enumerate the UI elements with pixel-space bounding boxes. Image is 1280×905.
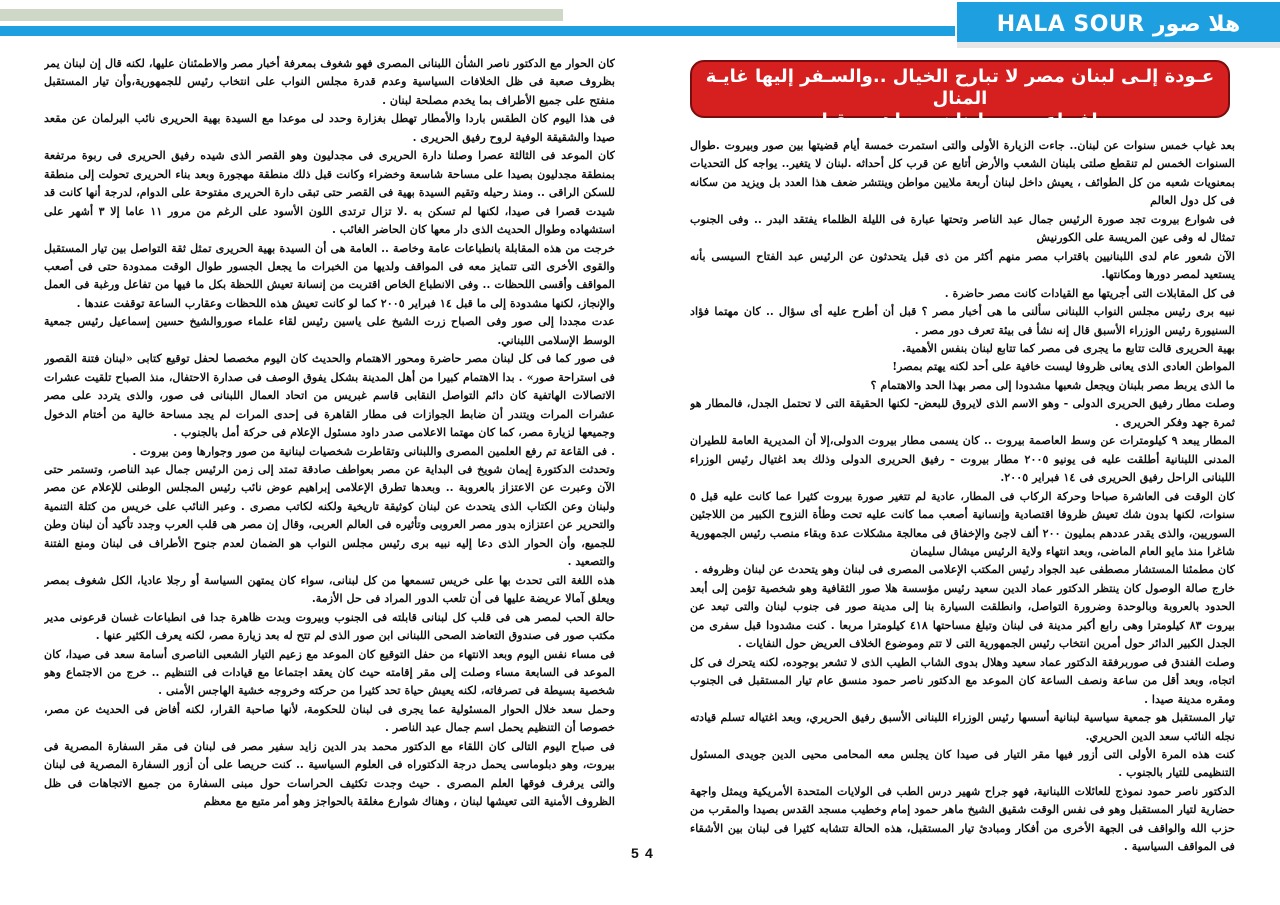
masthead-underline: [957, 42, 1280, 48]
paragraph: فى مساء نفس اليوم وبعد الانتهاء من حفل التوقيع كان الموعد مع زعيم التيار الشعبى الناصرى أسامة سعد فى صيدا، كان الموعد فى السابعة مساء وصلت إلى مقر إقامته حيث كان يعقد اجتماعا مع قيادات فى التنظيم .. خرج من الاجتماع وهو شخصية بسيطة فى تصرفاته، لكنه يعيش حياة تحد كثيرا من حركته وخروجه خشية الهاجس الأمنى .: [44, 646, 615, 698]
article-headline-box: [690, 60, 1230, 131]
paragraph: كان الموعد فى الثالثة عصرا وصلنا دارة الحريرى فى مجدليون وهو القصر الذى شيده رفيق الحريرى فى ربوة مرتفعة بمنطقة مجدليون بصيدا على مساحة شاسعة وخضراء وكانت قبل ذلك منطقة مهجورة وبعد بناء الحريرى تحولت إلى منطقة للسكن الراقى .. ومنذ رحيله وتقيم السيدة بهية فى القصر حتى تبقى دارة الحريرى مفتوحة على الدوام، لدرجة أنها كانت قد شيدت قصرا فى صيدا، لكنها لم تسكن به .لا تزال ترتدى اللون الأسود على الرغم من مرور ١١ عاما إلا ٣ أشهر على استشهاده وطوال الحديث الذى دار معها كان الحاضر الغائب .: [44, 148, 615, 237]
article-column-right: [690, 136, 1235, 881]
paragraph: تيار المستقبل هو جمعية سياسية لبنانية أسسها رئيس الوزراء اللبنانى الأسبق رفيق الحريري، وبعد اغتياله تسلم قيادته نجله النائب سعد الدين الحريري.: [690, 710, 1235, 743]
paragraph: ما الذى يربط مصر بلبنان ويجعل شعبها مشدودا إلى مصر بهذا الحد والاهتمام ؟: [870, 377, 1235, 392]
paragraph: كنت هذه المرة الأولى التى أزور فيها مقر التيار فى صيدا كان يجلس معه المحامى محيى الدين جويدى المسئول التنظيمى للتيار بالجنوب .: [690, 746, 1235, 780]
top-decorative-bar-green: [0, 9, 563, 21]
paragraph: وصلت مطار رفيق الحريرى الدولى - وهو الاسم الذى لايروق للبعض- لكنها الحقيقة التى لا تحتمل الجدل، فالمطار هو ثمرة جهد وفكر الحريرى .: [690, 396, 1235, 429]
paragraph: كان الوقت فى العاشرة صباحا وحركة الركاب فى المطار، عادية لم تتغير صورة بيروت كثيرا عما كانت عليه قبل ٥ سنوات، لكنها بدون شك تعيش ظروفا اقتصادية وإنسانية أصعب مما كانت عليه تحت وطأة النزوح الكبير من اللاجئين السوريين، والذى يقدر عددهم بمليون ٢٠٠ ألف لاجئ والإخفاق فى معالجة مشكلات عدة وبقاء منصب رئيس الجمهورية شاغرا منذ مايو العام الماضى، وبعد انتهاء ولاية الرئيس ميشال سليمان: [690, 488, 1235, 558]
top-decorative-bar-blue: [0, 26, 955, 36]
paragraph: خرجت من هذه المقابلة بانطباعات عامة وخاصة .. العامة هى أن السيدة بهية الحريرى تمثل ثقة التواصل بين تيار المستقبل والقوى الأخرى التى تتمايز معه فى المواقف ولديها من الخبرات ما يجعل الجسور طوال الوقت ممدودة حتى فى أصعب المواقف وأقسى اللحظات .. وفى الانطباع الخاص اقتربت من إنسانة تعيش اللحظة بكل ما فيها من تفاعل ورغبة فى العمل والإنجاز، لكنها مشدودة إلى ما قبل ١٤ فبراير ٢٠٠٥ كما لو كانت تعيش هذه اللحظات وعقارب الساعة توقفت عندها .: [44, 240, 615, 310]
paragraph: المواطن العادى الذى يعانى ظروفا ليست خافية على أحد لكنه يهتم بمصر!: [892, 359, 1235, 374]
paragraph: المطار يبعد ٩ كيلومترات عن وسط العاصمة بيروت .. كان يسمى مطار بيروت الدولى،إلا أن المديرية العامة للطيران المدنى اللبنانية أطلقت عليه فى يونيو ٢٠٠٥ مطار بيروت - رفيق الحريرى الدولى وذلك بعد اغتيال رئيس الوزراء اللبنانى الراحل رفيق الحريرى فى ١٤ فبراير ٢٠٠٥.: [690, 433, 1235, 485]
paragraph: وصلت الفندق فى صوربرفقة الدكتور عماد سعيد وهلال بدوى الشاب الطيب الذى لا تشعر بوجوده، لكنه يتحرك فى كل اتجاه، وبعد أقل من ساعة ونصف الساعة كان الموعد مع الدكتور ناصر حمود منسق عام تيار المستقبل فى الجنوب ومقره مدينة صيدا .: [690, 654, 1235, 706]
page-number-right: 4: [645, 845, 653, 861]
paragraph: كان مطمئنا المستشار مصطفى عبد الجواد رئيس المكتب الإعلامى المصرى فى لبنان وهو يتحدث عن لبنان وظروفه .: [694, 562, 1235, 577]
paragraph: وحمل سعد خلال الحوار المسئولية عما يجرى فى لبنان للحكومة، لأنها صاحبة القرار، لكنه أفاض فى الحديث عن مصر، خصوصا أن التنظيم يحمل اسم جمال عبد الناصر .: [44, 701, 615, 735]
headline-line-1: عـودة إلـى لبنان مصر لا تبارح الخيال ..والسـفر إليها غايـة المنال: [705, 66, 1215, 109]
paragraph: هذه اللغة التى تحدث بها على خريس تسمعها من كل لبنانى، سواء كان يمتهن السياسة أو رجلا عاديا، الكل شغوف بمصر ويعلق آمالا عريضة عليها فى أن تلعب الدور المراد فى حل الأزمة.: [44, 572, 615, 606]
headline-line-2: ملف اعده من لبنان – مـاهـر مقـلد: [810, 110, 1110, 131]
paragraph: بعد غياب خمس سنوات عن لبنان.. جاءت الزيارة الأولى والتى استمرت خمسة أيام قضيتها بين صور وبيروت .طوال السنوات الخمس لم تنقطع صلتى بلبنان الشعب والأرض أتابع عن قرب كل أحداثه .لبنان لا يتغير.. يواجه كل التحديات بمعنويات شعبه من كل الطوائف ، يعيش داخل لبنان أربعة ملايين مواطن وينتشر ضعف هذا العدد بل ويزيد من سكانه فى كل دول العالم: [690, 138, 1235, 208]
paragraph: بهية الحريرى قالت تتابع ما يجرى فى مصر كما تتابع لبنان بنفس الأهمية.: [901, 340, 1235, 355]
page-number-left: 5: [631, 845, 639, 861]
paragraph: فى هذا اليوم كان الطقس باردا والأمطار تهطل بغزارة وحدد لى موعدا مع السيدة بهية الحريرى نائب البرلمان عن مقعد صيدا والشقيقة الوفية لروح رفيق الحريرى .: [44, 111, 615, 144]
paragraph: خارج صالة الوصول كان ينتظر الدكتور عماد الدين سعيد رئيس مؤسسة هلا صور الثقافية وهو شخصية تؤمن إلى أبعد الحدود بالعروبة وبالوحدة وضرورة التواصل، وانطلقت السيارة بنا إلى مدينة صور فى جنوب لبنان والتى تبعد عن بيروت ٨٣ كيلومترا وهى رابع أكبر مدينة فى لبنان وتبلغ مساحتها ٤١٨ كيلومترا مربعا . كنت مشدودا قبل سفرى من الجدل الكبير الدائر حول أمرين انتخاب رئيس الجمهورية التى لا تتم وموضوع الخلاف العريض حول النفايات .: [690, 580, 1235, 651]
paragraph: الآن شعور عام لدى اللبنانيين باقتراب مصر منهم أكثر من ذى قبل يتحدثون عن الرئيس عبد الفتاح السيسى بأنه يستعيد لمصر دورها ومكانتها.: [690, 248, 1235, 282]
paragraph: فى شوارع بيروت تجد صورة الرئيس جمال عبد الناصر وتحتها عبارة فى الليلة الظلماء يفتقد البدر .. وفى الجنوب تمثال له وفى عين المريسة على الكورنيش: [690, 211, 1235, 245]
masthead: [957, 2, 1280, 48]
paragraph: كان الحوار مع الدكتور ناصر الشأن اللبنانى المصرى فهو شغوف بمعرفة أخبار مصر والاطمئنان عليها، لكنه قال إن لبنان يمر بظروف صعبة فى ظل الخلافات السياسية وعدم قدرة مجلس النواب على انتخاب رئيس للجمهورية،وأن تيار المستقبل منفتح على جميع الأطراف بما يخدم مصلحة لبنان .: [44, 56, 615, 107]
paragraph: فى كل المقابلات التى أجريتها مع القيادات كانت مصر حاضرة .: [944, 285, 1235, 300]
paragraph: . فى القاعة تم رفع العلمين المصرى واللبنانى وتقاطرت شخصيات لبنانية من صور وجوارها ومن بيروت .: [132, 443, 615, 458]
paragraph: نبيه برى رئيس مجلس النواب اللبنانى سألنى ما هى أخبار مصر ؟ قبل أن أطرح عليه أى سؤال .. كان مهتما فؤاد السنيورة رئيس الوزراء الأسبق قال إنه نشأ فى بيئة تعرف دور مصر .: [690, 304, 1235, 337]
paragraph: وتحدثت الدكتورة إيمان شويخ فى البداية عن مصر بعواطف صادقة تمتد إلى زمن الرئيس جمال عبد الناصر، وتستمر حتى الآن وعبرت عن الاعتزاز بالعروبة .. وبعدها تطرق الإعلامى إبراهيم عوض نائب رئيس المجلس الوطنى للإعلام عن مصر ولبنان وعن الكتاب الذى يتحدث عن لبنان كوثيقة تاريخية ولكنه لكاتب مصرى . وعبر النائب على خريس من كتلة التنمية والتحرير عن اعتزازه بدور مصر العروبى وتأثيره فى العالم العربى، وقال إن مصر هى قلب العرب وجدد تأكيد أن لبنان وطن للجميع، وأن الحوار الذى دعا إليه نبيه برى رئيس مجلس النواب هو الضمان لعدم جنوح الأطراف فى لبنان ومنع الفتنة والتصعيد .: [44, 461, 615, 569]
paragraph: فى صباح اليوم التالى كان اللقاء مع الدكتور محمد بدر الدين زايد سفير مصر فى لبنان فى مقر السفارة المصرية فى بيروت، وهو دبلوماسى يحمل درجة الدكتوراه فى العلوم السياسية .. كنت حريصا على أن أزور السفارة المصرية فى لبنان والتى يرفرف فوقها العلم المصرى . حيث وجدت تكثيف الحراسات حول مبنى السفارة من جميع الاتجاهات فى ظل الظروف الأمنية التى تعيشها لبنان ، وهناك شوارع مغلقة بالحواجز وهو أمر متبع مع معظم: [44, 738, 615, 809]
paragraph: الدكتور ناصر حمود نموذج للعائلات اللبنانية، فهو جراح شهير درس الطب فى الولايات المتحدة الأمريكية ويمثل واجهة حضارية لتيار المستقبل وهو فى نفس الوقت شقيق الشيخ ماهر حمود إمام وخطيب مسجد القدس بصيدا والمقرب من حزب الله والواقف فى الجهة الأخرى من أفكار ومبادئ تيار المستقبل، هذه الحالة تتشابه كثيرا فى لبنان بين الأشقاء فى المواقف السياسية .: [690, 783, 1235, 854]
paragraph: عدت مجددا إلى صور وفى الصباح زرت الشيخ على ياسين رئيس لقاء علماء صوروالشيخ حسين إسماعيل رئيس جمعية الوسط الإسلامى اللبناني.: [44, 314, 615, 347]
paragraph: حالة الحب لمصر هى فى قلب كل لبنانى قابلته فى الجنوب وبيروت وبدت ظاهرة جدا فى انطباعات غسان قرعونى مدير مكتب صور فى صندوق التعاضد الصحى اللبنانى ابن صور الذى لم تتح له بعد زيارة مصر، لكنه يعرف الكثير عنها .: [44, 609, 615, 643]
paragraph: فى صور كما فى كل لبنان مصر حاضرة ومحور الاهتمام والحديث كان اليوم مخصصا لحفل توقيع كتابى «لبنان فتنة القصور فى استراحة صور» . بدا الاهتمام كبيرا من أهل المدينة بشكل يفوق الوصف فى صدارة الاحتفال، منذ الصباح تلقيت عشرات الاتصالات الهاتفية كان دائم التواصل النقابى قاسم غبريس من اتحاد العمال اللبنانى فى صور، والذى يتردد على مصر عشرات المرات ويتندر أن ضابط الجوازات فى مطار القاهرة فى إحدى المرات لم يجد مساحة خالية من أختام الدخول وجميعها لزيارة مصر، كما كان مهتما الاعلامى صدر داود مسئول الإعلام فى حركة أمل بالجنوب .: [44, 351, 615, 440]
masthead-title: HALA SOUR هلا صور: [996, 12, 1241, 37]
article-column-left: [44, 54, 615, 866]
